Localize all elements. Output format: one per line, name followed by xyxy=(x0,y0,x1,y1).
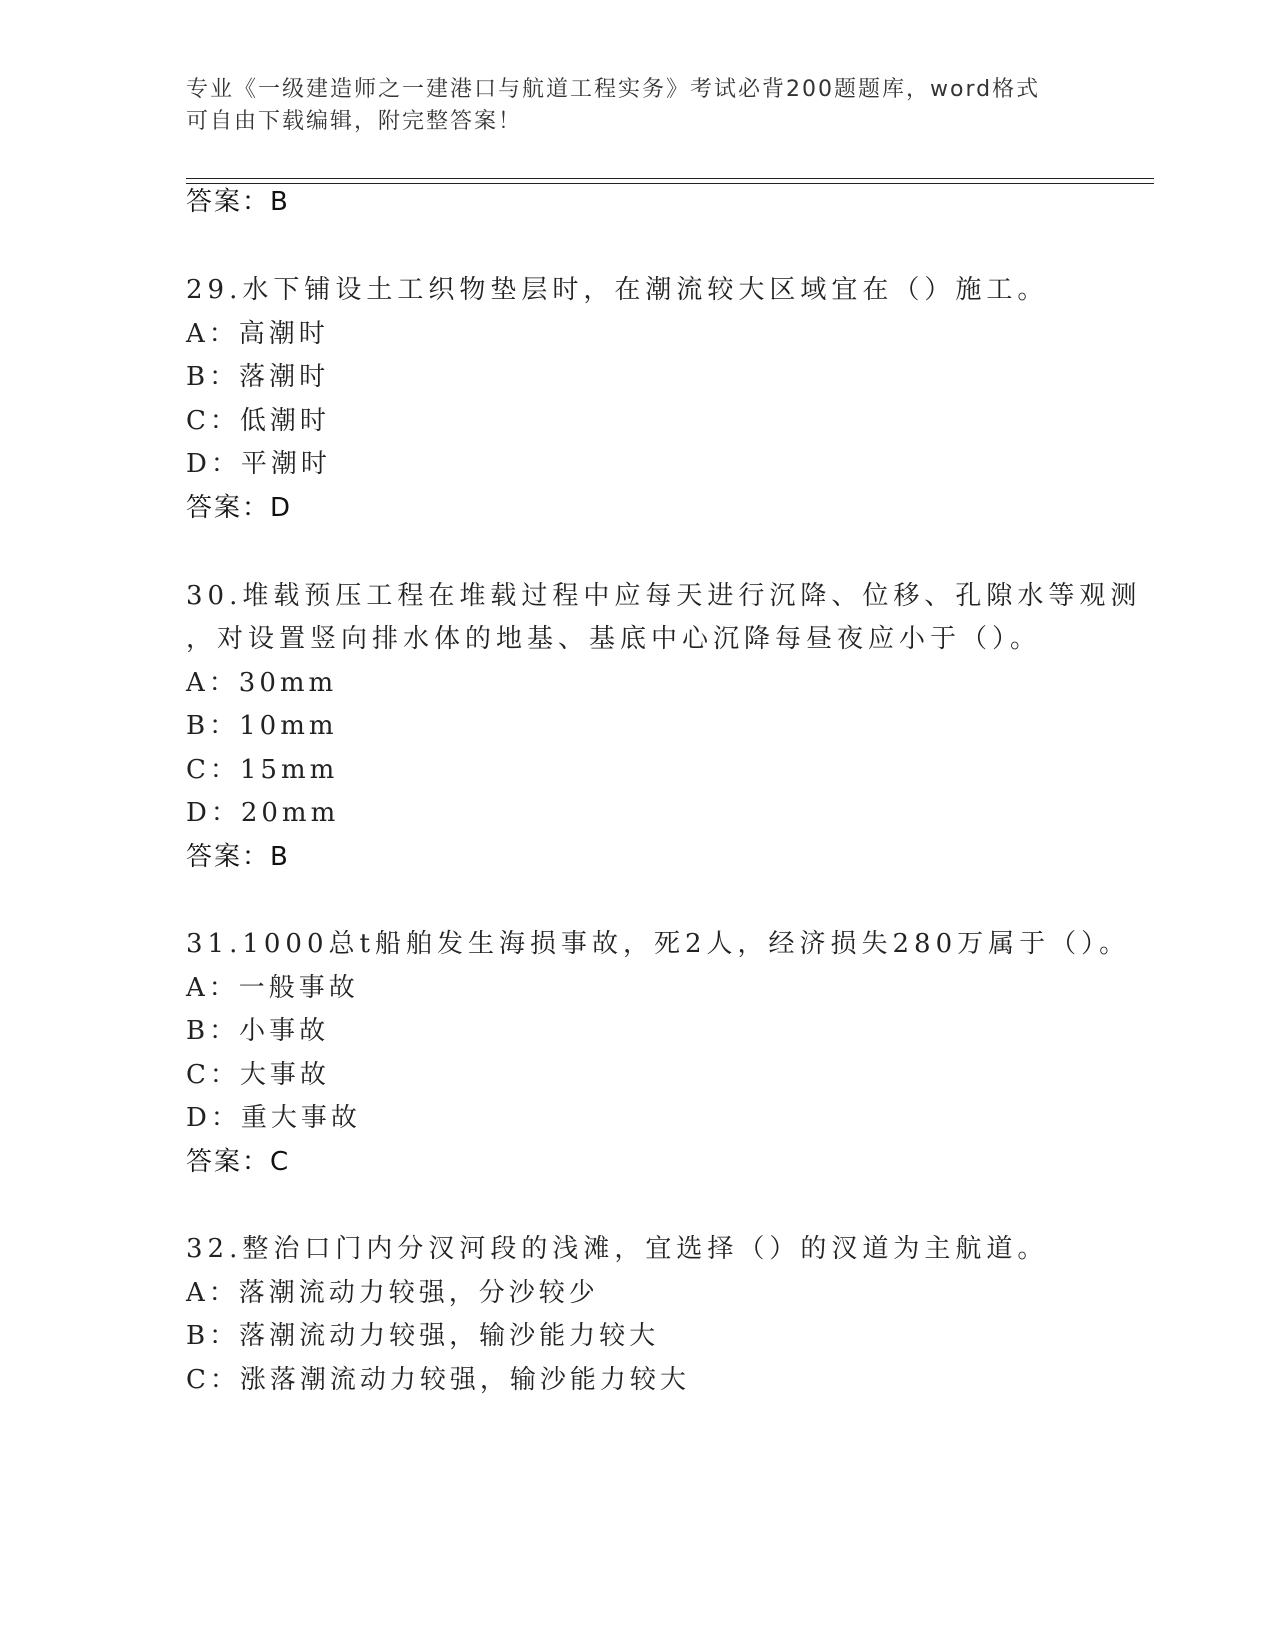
question-29-answer: 答案：D xyxy=(186,493,293,523)
question-31-option-d: D：重大事故 xyxy=(186,1103,361,1133)
question-30-answer: 答案：B xyxy=(186,842,290,872)
question-29-option-a: A：高潮时 xyxy=(186,319,329,349)
question-32-option-b: B：落潮流动力较强，输沙能力较大 xyxy=(186,1321,660,1351)
question-32-option-c: C：涨落潮流动力较强，输沙能力较大 xyxy=(186,1365,690,1395)
header-line-2: 可自由下载编辑，附完整答案！ xyxy=(186,109,523,134)
question-29-option-b: B：落潮时 xyxy=(186,362,330,392)
question-29-option-c: C：低潮时 xyxy=(186,406,330,436)
question-30-text-line-1: 30.堆载预压工程在堆载过程中应每天进行沉降、位移、孔隙水等观测 xyxy=(186,581,1142,611)
question-32-option-a: A：落潮流动力较强，分沙较少 xyxy=(186,1278,599,1308)
question-30-option-d: D：20mm xyxy=(186,798,340,828)
question-32-text: 32.整治口门内分汊河段的浅滩，宜选择（）的汊道为主航道。 xyxy=(186,1234,1049,1264)
answer-line: 答案：B xyxy=(186,187,290,217)
question-30-option-b: B：10mm xyxy=(186,711,338,741)
question-31-option-c: C：大事故 xyxy=(186,1060,330,1090)
question-30-option-c: C：15mm xyxy=(186,755,339,785)
question-29-text: 29.水下铺设土工织物垫层时，在潮流较大区域宜在（）施工。 xyxy=(186,275,1049,305)
question-30-option-a: A：30mm xyxy=(186,668,338,698)
question-29-option-d: D：平潮时 xyxy=(186,449,331,479)
page-header xyxy=(186,74,1066,138)
question-31-text: 31.1000总t船舶发生海损事故，死2人，经济损失280万属于（）。 xyxy=(186,929,1131,959)
header-line-1: 专业《一级建造师之一建港口与航道工程实务》考试必背200题题库，word格式 xyxy=(186,77,1041,102)
header-divider-bottom xyxy=(186,183,1154,184)
question-31-option-b: B：小事故 xyxy=(186,1016,330,1046)
question-30-text-line-2: ，对设置竖向排水体的地基、基底中心沉降每昼夜应小于（）。 xyxy=(186,624,1042,654)
question-31-option-a: A：一般事故 xyxy=(186,973,359,1003)
header-divider-top xyxy=(186,178,1154,179)
question-31-answer: 答案：C xyxy=(186,1147,291,1177)
